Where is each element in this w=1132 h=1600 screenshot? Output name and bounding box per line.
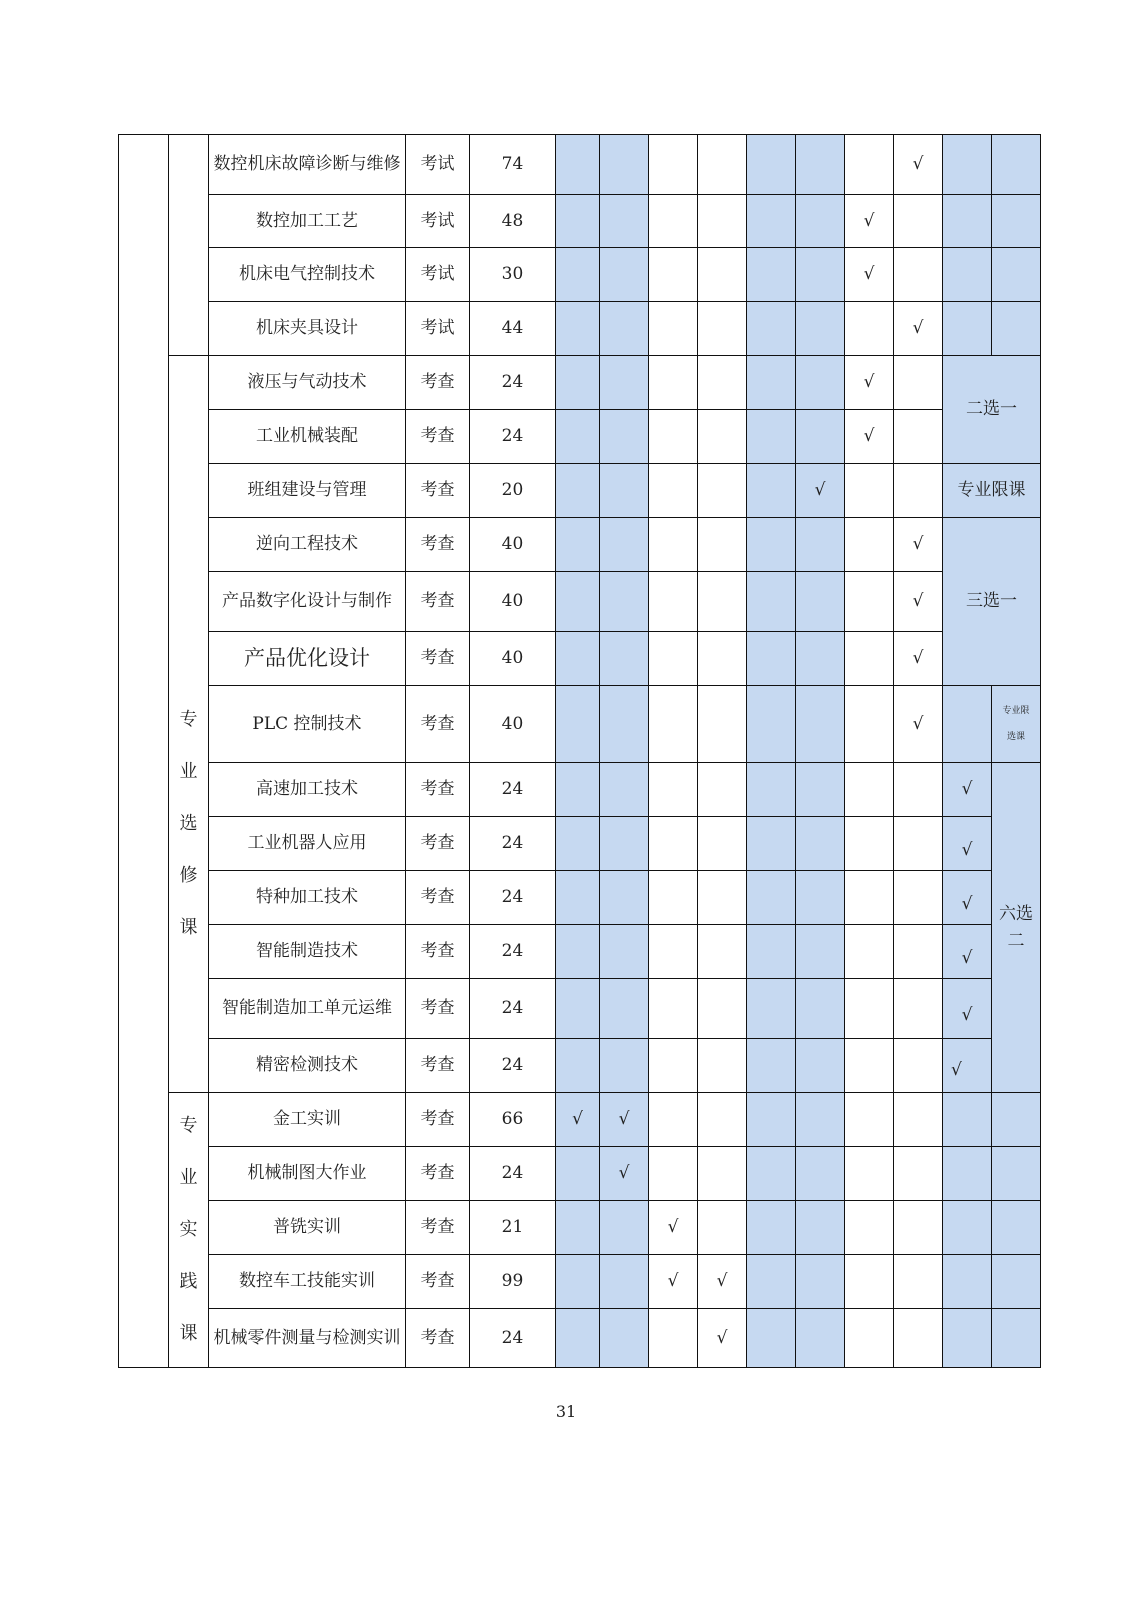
class-hours: 44 <box>470 302 556 356</box>
class-hours: 74 <box>470 135 556 195</box>
elective-group-label: 专 业 选 修 课 <box>169 356 209 1093</box>
table-row <box>119 632 1041 686</box>
assessment-type: 考查 <box>406 925 470 979</box>
class-hours: 99 <box>470 1255 556 1309</box>
course-name: 普铣实训 <box>209 1201 406 1255</box>
semester-check: √ <box>894 302 943 356</box>
semester-check: √ <box>894 518 943 572</box>
class-hours: 24 <box>470 356 556 410</box>
table-row <box>119 1093 1041 1147</box>
course-name: 金工实训 <box>209 1093 406 1147</box>
semester-check: √ <box>894 572 943 632</box>
course-name: 数控加工工艺 <box>209 195 406 248</box>
semester-check: √ <box>943 1039 992 1093</box>
assessment-type: 考试 <box>406 135 470 195</box>
semester-check: √ <box>698 1309 747 1368</box>
class-hours: 24 <box>470 979 556 1039</box>
table-row <box>119 356 1041 410</box>
assessment-type: 考试 <box>406 248 470 302</box>
table-row <box>119 248 1041 302</box>
course-schedule-table <box>118 134 1041 1368</box>
class-hours: 40 <box>470 572 556 632</box>
class-hours: 24 <box>470 925 556 979</box>
course-name: 数控车工技能实训 <box>209 1255 406 1309</box>
table-row <box>119 195 1041 248</box>
semester-check: √ <box>698 1255 747 1309</box>
page-number: 31 <box>555 1402 577 1421</box>
semester-check: √ <box>943 979 992 1039</box>
course-name: 智能制造技术 <box>209 925 406 979</box>
semester-check: √ <box>556 1093 600 1147</box>
course-name: 机械制图大作业 <box>209 1147 406 1201</box>
class-hours: 40 <box>470 686 556 763</box>
course-name: 数控机床故障诊断与维修 <box>209 135 406 195</box>
table-row <box>119 410 1041 464</box>
choose-one-of-two-note: 二选一 <box>943 356 1041 464</box>
table-row <box>119 817 1041 871</box>
course-name: 工业机械装配 <box>209 410 406 464</box>
table-row <box>119 572 1041 632</box>
major-limited-elective-note: 专业限 选课 <box>992 686 1041 763</box>
assessment-type: 考查 <box>406 686 470 763</box>
course-name: 逆向工程技术 <box>209 518 406 572</box>
assessment-type: 考查 <box>406 1093 470 1147</box>
assessment-type: 考查 <box>406 518 470 572</box>
assessment-type: 考查 <box>406 1039 470 1093</box>
class-hours: 24 <box>470 871 556 925</box>
semester-check: √ <box>894 632 943 686</box>
assessment-type: 考试 <box>406 302 470 356</box>
semester-check: √ <box>845 356 894 410</box>
course-name: 液压与气动技术 <box>209 356 406 410</box>
table-row <box>119 518 1041 572</box>
class-hours: 48 <box>470 195 556 248</box>
course-name: 班组建设与管理 <box>209 464 406 518</box>
semester-check: √ <box>845 248 894 302</box>
semester-check: √ <box>943 871 992 925</box>
assessment-type: 考查 <box>406 871 470 925</box>
course-name: PLC 控制技术 <box>209 686 406 763</box>
table-row <box>119 302 1041 356</box>
class-hours: 24 <box>470 1039 556 1093</box>
practice-group-label: 专 业 实 践 课 <box>169 1093 209 1368</box>
table-row <box>119 925 1041 979</box>
semester-check: √ <box>600 1147 649 1201</box>
choose-two-of-six-note: 六选二 <box>992 763 1041 1093</box>
assessment-type: 考查 <box>406 464 470 518</box>
table-row <box>119 871 1041 925</box>
table-row <box>119 464 1041 518</box>
course-name: 高速加工技术 <box>209 763 406 817</box>
course-name: 机床夹具设计 <box>209 302 406 356</box>
course-name: 产品优化设计 <box>209 632 406 686</box>
semester-check: √ <box>943 817 992 871</box>
assessment-type: 考查 <box>406 763 470 817</box>
class-hours: 21 <box>470 1201 556 1255</box>
course-name: 工业机器人应用 <box>209 817 406 871</box>
course-name: 机械零件测量与检测实训 <box>209 1309 406 1368</box>
assessment-type: 考查 <box>406 1255 470 1309</box>
assessment-type: 考查 <box>406 356 470 410</box>
course-name: 智能制造加工单元运维 <box>209 979 406 1039</box>
class-hours: 20 <box>470 464 556 518</box>
class-hours: 24 <box>470 1147 556 1201</box>
semester-check: √ <box>943 763 992 817</box>
table-row <box>119 1255 1041 1309</box>
semester-check: √ <box>649 1255 698 1309</box>
semester-check: √ <box>845 410 894 464</box>
class-hours: 24 <box>470 763 556 817</box>
class-hours: 40 <box>470 518 556 572</box>
semester-check: √ <box>600 1093 649 1147</box>
class-hours: 24 <box>470 410 556 464</box>
class-hours: 24 <box>470 817 556 871</box>
semester-check: √ <box>796 464 845 518</box>
assessment-type: 考查 <box>406 632 470 686</box>
course-name: 特种加工技术 <box>209 871 406 925</box>
semester-check: √ <box>894 135 943 195</box>
semester-check: √ <box>649 1201 698 1255</box>
assessment-type: 考查 <box>406 1147 470 1201</box>
table-row <box>119 763 1041 817</box>
semester-check: √ <box>943 925 992 979</box>
category-column <box>119 135 169 1368</box>
major-limited-note: 专业限课 <box>943 464 1041 518</box>
class-hours: 40 <box>470 632 556 686</box>
assessment-type: 考查 <box>406 572 470 632</box>
class-hours: 66 <box>470 1093 556 1147</box>
assessment-type: 考查 <box>406 1309 470 1368</box>
class-hours: 30 <box>470 248 556 302</box>
table-row <box>119 979 1041 1039</box>
class-hours: 24 <box>470 1309 556 1368</box>
choose-one-of-three-note: 三选一 <box>943 518 1041 686</box>
assessment-type: 考查 <box>406 1201 470 1255</box>
assessment-type: 考查 <box>406 979 470 1039</box>
table-row <box>119 1201 1041 1255</box>
assessment-type: 考查 <box>406 817 470 871</box>
table-row <box>119 135 1041 195</box>
semester-check: √ <box>845 195 894 248</box>
table-row <box>119 1147 1041 1201</box>
assessment-type: 考查 <box>406 410 470 464</box>
course-name: 精密检测技术 <box>209 1039 406 1093</box>
table-row <box>119 686 1041 763</box>
core-group-column <box>169 135 209 356</box>
course-name: 产品数字化设计与制作 <box>209 572 406 632</box>
assessment-type: 考试 <box>406 195 470 248</box>
semester-check: √ <box>894 686 943 763</box>
table-row <box>119 1309 1041 1368</box>
table-row <box>119 1039 1041 1093</box>
course-name: 机床电气控制技术 <box>209 248 406 302</box>
